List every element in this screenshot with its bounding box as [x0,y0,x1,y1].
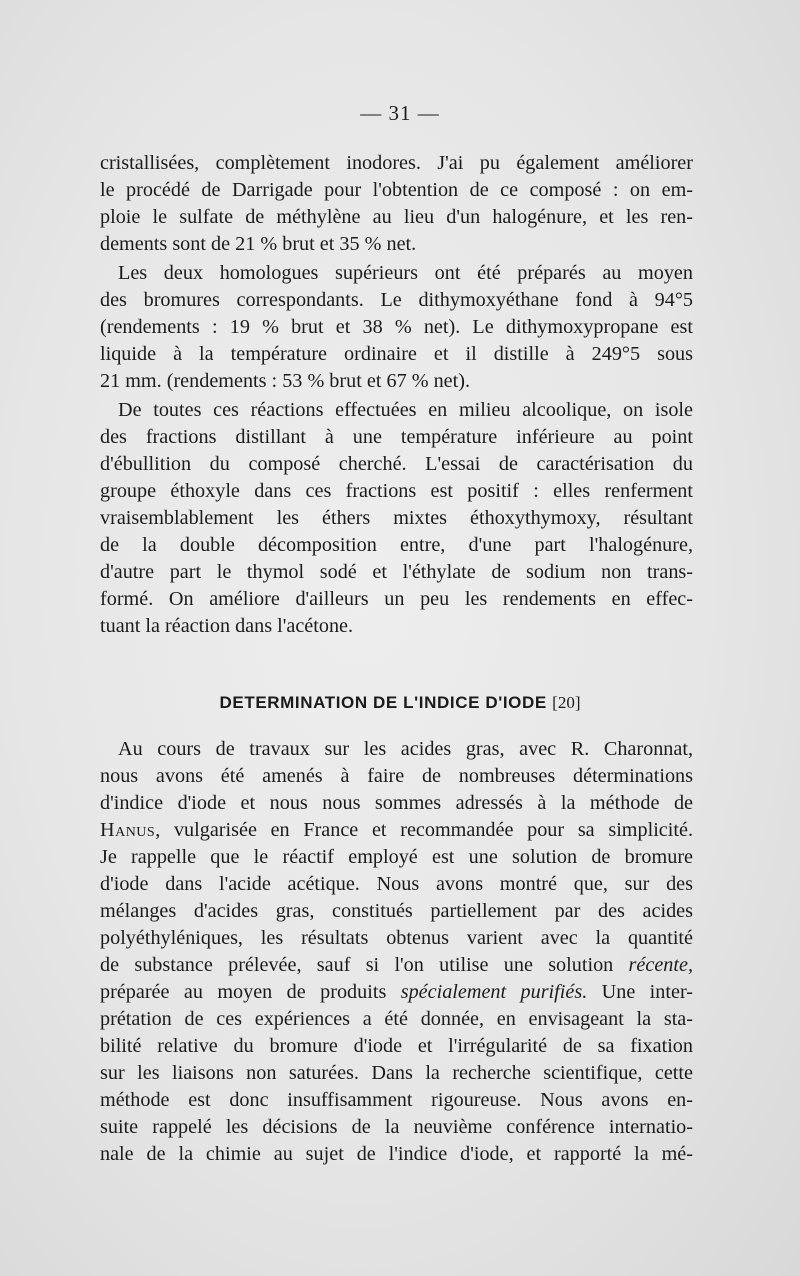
paragraph-4-line [100,952,693,979]
italic-recente: récente, [628,954,693,976]
paragraph-4-line: nous avons été amenés à faire de nombreuses déterminations [100,765,693,787]
paragraph-3-line: formé. On améliore d'ailleurs un peu les rendements en effec- [100,588,693,610]
paragraph-4-line: sur les liaisons non saturées. Dans la recherche scientifique, cette [100,1062,693,1084]
section-heading-title: DETERMINATION DE L'INDICE D'IODE [219,693,547,712]
paragraph-2-line: liquide à la température ordinaire et il distille à 249°5 sous [100,343,693,365]
paragraph-2-line: Les deux homologues supérieurs ont été préparés au moyen [118,262,693,284]
paragraph-3-line: vraisemblablement les éthers mixtes éthoxythymoxy, résultant [100,507,693,529]
paragraph-4-line: nale de la chimie au sujet de l'indice d'iode, et rapporté la mé- [100,1143,693,1165]
italic-specialement-purifies: spécialement purifiés. [400,981,588,1003]
paragraph-3-line: des fractions distillant à une température inférieure au point [100,426,693,448]
paragraph-4-line [100,817,693,844]
author-name-hanus: Hanus [100,819,156,841]
paragraph-4-line: d'indice d'iode et nous nous sommes adressés à la méthode de [100,792,693,814]
section-heading-reference: [20] [552,693,581,712]
paragraph-1-line: dements sont de 21 % brut et 35 % net. [100,233,417,255]
section-heading [0,693,800,713]
paragraph-3-line: De toutes ces réactions effectuées en milieu alcoolique, on isole [118,399,693,421]
paragraph-4-line: suite rappelé les décisions de la neuvième conférence internatio- [100,1116,693,1138]
paragraph-2-line: (rendements : 19 % brut et 38 % net). Le dithymoxypropane est [100,316,693,338]
paragraph-4-line: polyéthyléniques, les résultats obtenus varient avec la quantité [100,927,693,949]
line-text: de substance prélevée, sauf si l'on utilise une solution [100,954,629,976]
paragraph-3-line: de la double décomposition entre, d'une part l'halogénure, [100,534,693,556]
paragraph-4-line: d'iode dans l'acide acétique. Nous avons montré que, sur des [100,873,693,895]
paragraph-2-line: des bromures correspondants. Le dithymoxyéthane fond à 94°5 [100,289,693,311]
page-number: — 31 — [360,101,440,125]
line-text: Une inter- [587,981,693,1003]
paragraph-3-line: d'autre part le thymol sodé et l'éthylate de sodium non trans- [100,561,693,583]
paragraph-4-line: Je rappelle que le réactif employé est une solution de bromure [100,846,693,868]
paragraph-1-line: le procédé de Darrigade pour l'obtention de ce composé : on em- [100,179,693,201]
paragraph-2-line: 21 mm. (rendements : 53 % brut et 67 % net). [100,370,471,392]
paragraph-4-line: mélanges d'acides gras, constitués partiellement par des acides [100,900,693,922]
line-text: préparée au moyen de produits [100,981,401,1003]
paragraph-1-line: ploie le sulfate de méthylène au lieu d'un halogénure, et les ren- [100,206,693,228]
paragraph-3-line: groupe éthoxyle dans ces fractions est positif : elles renferment [100,480,693,502]
paragraph-1-line: cristallisées, complètement inodores. J'ai pu également améliorer [100,152,693,174]
paragraph-4-line: Au cours de travaux sur les acides gras, avec R. Charonnat, [118,738,693,760]
paragraph-4-line: prétation de ces expériences a été donnée, en envisageant la sta- [100,1008,693,1030]
paragraph-3-line: d'ébullition du composé cherché. L'essai de caractérisation du [100,453,693,475]
paragraph-3-line: tuant la réaction dans l'acétone. [100,615,354,637]
paragraph-4-line [100,979,693,1006]
paragraph-4-line: méthode est donc insuffisamment rigoureuse. Nous avons en- [100,1089,693,1111]
paragraph-4-line: bilité relative du bromure d'iode et l'irrégularité de sa fixation [100,1035,693,1057]
line-text: , vulgarisée en France et recommandée pour sa simplicité. [155,819,693,841]
